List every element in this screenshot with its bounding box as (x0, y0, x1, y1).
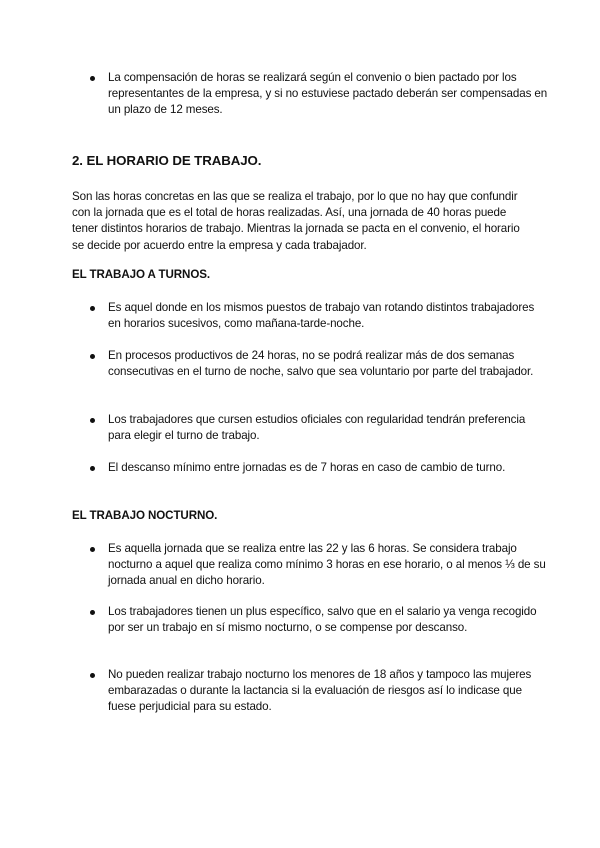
list-item-text: Es aquel donde en los mismos puestos de trabajo van rotando distintos trabajadores en horarios sucesivos, como mañana-tarde-noche. (108, 301, 535, 331)
list-item-text: Es aquella jornada que se realiza entre las 22 y las 6 horas. Se considera trabajo nocturno a aquel que realiza como mínimo 3 horas en ese horario, o al menos ⅓ de su jornada anual en dicho horario. (108, 542, 546, 588)
section-heading: 2. EL HORARIO DE TRABAJO. (72, 153, 262, 168)
list-item (108, 412, 548, 444)
bullet-icon (90, 418, 95, 423)
list-item-text: Los trabajadores tienen un plus específico, salvo que en el salario ya venga recogido por ser un trabajo en sí mismo nocturno, o se compense por descanso. (108, 605, 537, 635)
bullet-icon (90, 610, 95, 615)
list-item (108, 460, 548, 476)
list-item (108, 348, 548, 380)
bullet-icon (90, 673, 95, 678)
bullet-icon (90, 76, 95, 81)
bullet-icon (90, 547, 95, 552)
list-item-text: El descanso mínimo entre jornadas es de 7 horas en caso de cambio de turno. (108, 461, 506, 474)
list-item (108, 300, 548, 332)
list-item (108, 541, 548, 590)
section-paragraph: Son las horas concretas en las que se realiza el trabajo, por lo que no hay que confundir con la jornada que es el total de horas realizadas. Así, una jornada de 40 horas puede tener distintos horarios de trabajo. Mientras la jornada se pacta en el convenio, el horario se decide por acuerdo entre la empresa y cada trabajador. (72, 190, 520, 252)
list-item (108, 667, 548, 716)
bullet-icon (90, 354, 95, 359)
list-item-text: En procesos productivos de 24 horas, no se podrá realizar más de dos semanas consecutivas en el turno de noche, salvo que sea voluntario por parte del trabajador. (108, 349, 534, 379)
list-item-text: Los trabajadores que cursen estudios oficiales con regularidad tendrán preferencia para elegir el turno de trabajo. (108, 413, 526, 443)
list-item (108, 70, 548, 119)
list-item (108, 604, 548, 636)
list-item-text: No pueden realizar trabajo nocturno los menores de 18 años y tampoco las mujeres embarazadas o durante la lactancia si la evaluación de riesgos así lo indicase que fuese perjudicial para su estado. (108, 668, 532, 714)
subsection-heading-turnos: EL TRABAJO A TURNOS. (72, 268, 210, 281)
bullet-icon (90, 306, 95, 311)
subsection-heading-nocturno: EL TRABAJO NOCTURNO. (72, 509, 218, 522)
bullet-icon (90, 466, 95, 471)
list-item-text: La compensación de horas se realizará según el convenio o bien pactado por los representantes de la empresa, y si no estuviese pactado deberán ser compensadas en un plazo de 12 meses. (108, 71, 548, 117)
